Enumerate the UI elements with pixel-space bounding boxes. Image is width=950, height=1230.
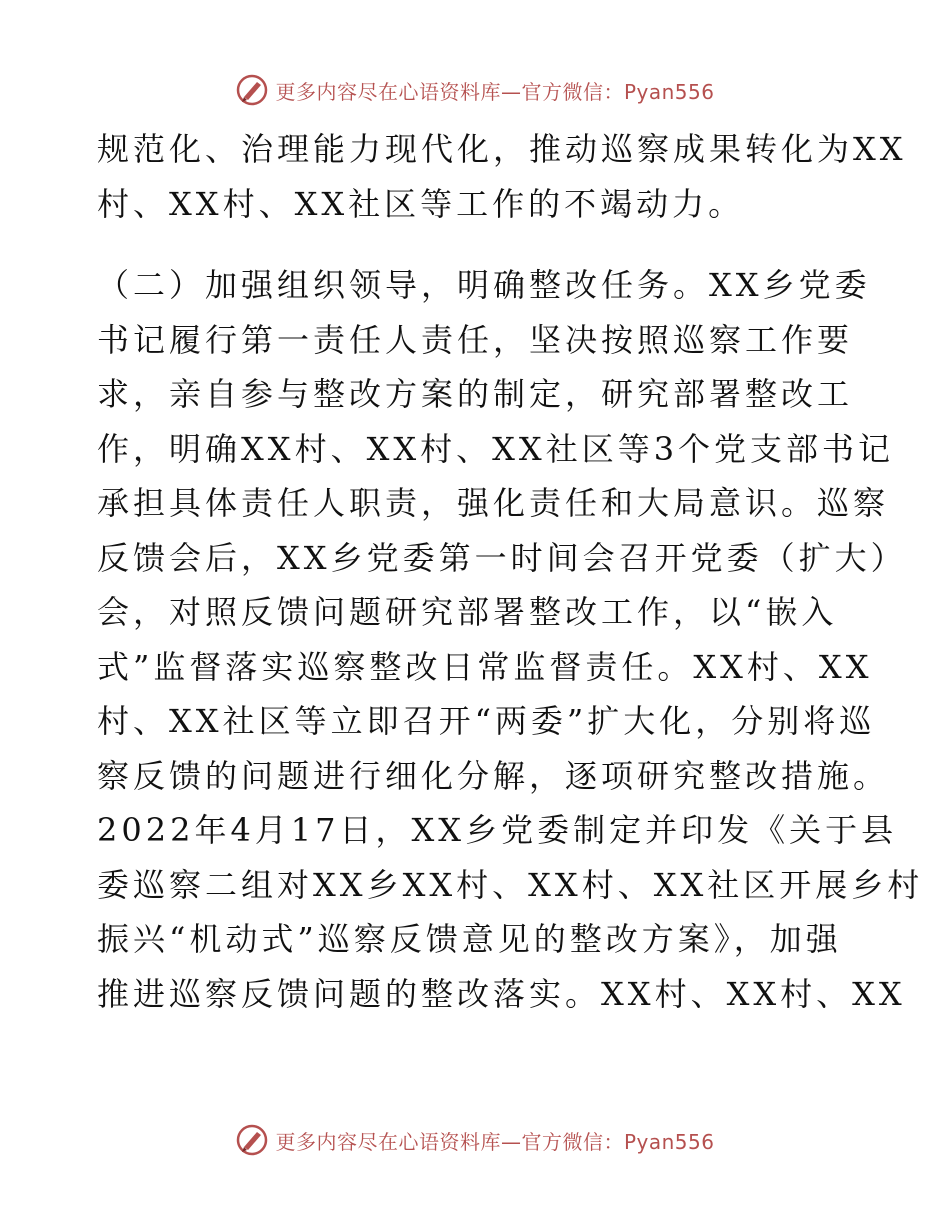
- text-line: 推进巡察反馈问题的整改落实。XX村、XX村、XX: [97, 974, 906, 1013]
- text-line: 村、XX村、XX社区等工作的不竭动力。: [97, 184, 745, 223]
- text-line: 承担具体责任人职责，强化责任和大局意识。巡察: [97, 484, 890, 522]
- text-line: 式”监督落实巡察整改日常监督责任。XX村、XX: [97, 647, 873, 686]
- pen-logo-icon: [235, 1123, 269, 1157]
- footer-banner-text: 更多内容尽在心语资料库—官方微信：Pyan556: [275, 1129, 715, 1154]
- document-body: [97, 122, 924, 1021]
- text-line: 委巡察二组对XX乡XX村、XX村、XX社区开展乡村: [97, 865, 924, 904]
- text-line: 书记履行第一责任人责任，坚决按照巡察工作要: [97, 320, 854, 359]
- header-banner-text: 更多内容尽在心语资料库—官方微信：Pyan556: [275, 79, 715, 104]
- text-line: 作，明确XX村、XX村、XX社区等3个党支部书记: [97, 429, 895, 468]
- pen-logo-icon: [235, 73, 269, 107]
- text-line: 村、XX社区等立即召开“两委”扩大化，分别将巡: [97, 702, 876, 740]
- text-line: 会，对照反馈问题研究部署整改工作，以“嵌入: [97, 593, 838, 631]
- text-line: 求，亲自参与整改方案的制定，研究部署整改工: [97, 375, 854, 413]
- header-banner: [0, 70, 950, 110]
- text-line: 规范化、治理能力现代化，推动巡察成果转化为XX: [97, 130, 907, 168]
- paragraph-2: [97, 258, 924, 1021]
- text-line: 察反馈的问题进行细化分解，逐项研究整改措施。: [97, 756, 890, 795]
- text-line: 振兴“机动式”巡察反馈意见的整改方案》，加强: [97, 920, 842, 958]
- text-line: 2022年4月17日，XX乡党委制定并印发《关于县: [97, 811, 898, 849]
- text-line: （二）加强组织领导，明确整改任务。XX乡党委: [97, 266, 871, 304]
- text-line: 反馈会后，XX乡党委第一时间会召开党委（扩大）: [97, 538, 907, 577]
- footer-banner: [0, 1120, 950, 1160]
- paragraph-1: [97, 122, 907, 231]
